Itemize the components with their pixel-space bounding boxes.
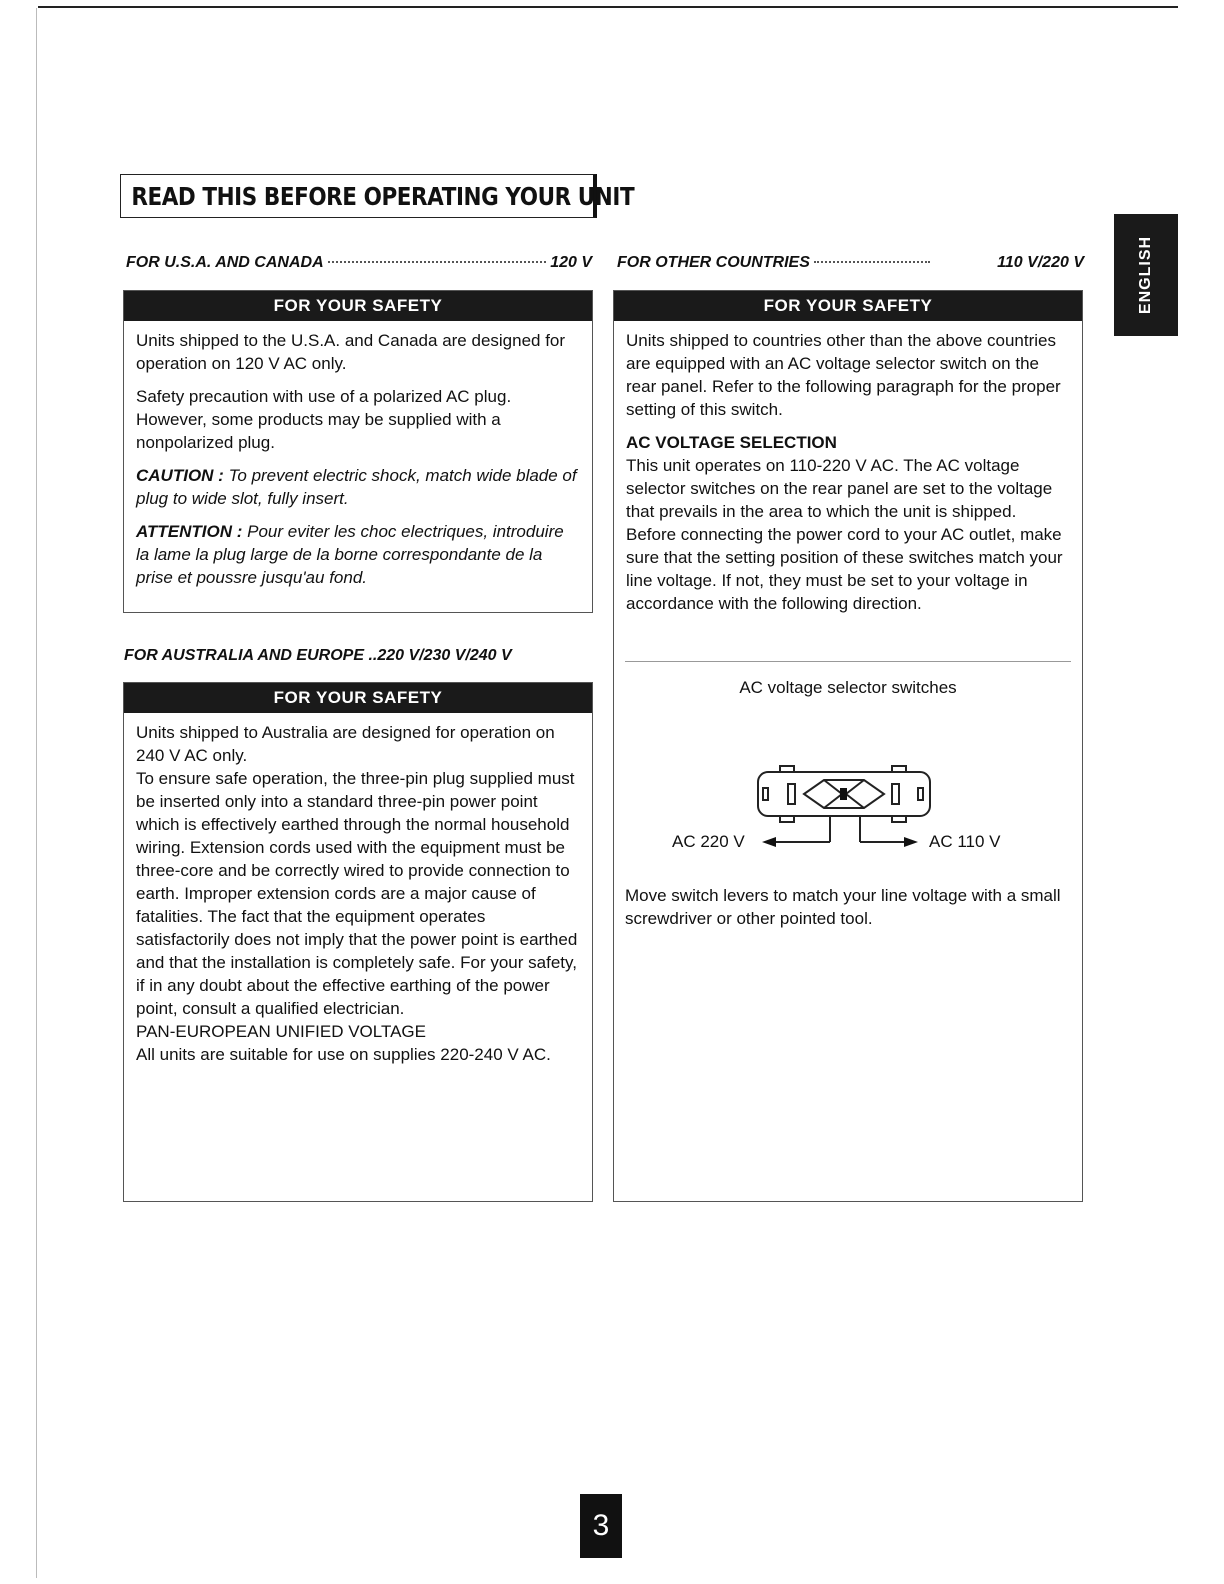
caution-text: To prevent electric shock, match wide blade of plug to wide slot, fully insert. (136, 466, 577, 508)
other-region-heading (617, 254, 1084, 272)
australia-region-heading (124, 647, 512, 665)
arrow-right-head (904, 837, 918, 847)
page-number: 3 (580, 1494, 622, 1558)
australia-region-label: FOR AUSTRALIA AND EUROPE ..220 V/230 V/240 V (124, 647, 512, 664)
usa-paragraph-1: Units shipped to the U.S.A. and Canada are designed for operation on 120 V AC only. (136, 331, 566, 373)
top-tab-right (892, 766, 906, 772)
language-tab-label: ENGLISH (1137, 235, 1154, 315)
australia-paragraph-4: All units are suitable for use on supplies 220-240 V AC. (136, 1045, 551, 1064)
usa-region-heading (126, 254, 592, 272)
figure-caption: AC voltage selector switches (739, 678, 957, 697)
australia-paragraph-2: To ensure safe operation, the three-pin plug supplied must be inserted only into a standard three-pin power point which is effectively earthed through the normal household wiring. Extension cords used with the equipment must be three-core and be correctly wired to provide connection to earth. Improper extension cords are a major cause of fatalities. The fact that the equipment operates satisfactorily does not imply that the power point is earthed and that the installation is completely safe. For your safety, if in any doubt about the effective earthing of the power point, consult a qualified electrician. (136, 769, 578, 1018)
usa-region-label: FOR U.S.A. AND CANADA (126, 254, 324, 271)
ac-voltage-selection-text: This unit operates on 110-220 V AC. The AC voltage selector switches on the rear panel are set to the voltage that prevails in the area to which the unit is shipped. Before connecting the power cord to your AC outlet, make sure that the setting position of these switches match your line voltage. If not, they must be set to your voltage in accordance with the following direction. (626, 456, 1063, 613)
attention-text: Pour eviter les choc electriques, introduire la lame la plug large de la borne correspondante de la prise et poussre jusqu'au fond. (136, 522, 564, 587)
contact-right-outer (918, 788, 923, 800)
other-region-label: FOR OTHER COUNTRIES (617, 254, 810, 271)
page-title: READ THIS BEFORE OPERATING YOUR UNIT (131, 181, 635, 211)
other-voltage: 110 V/220 V (997, 254, 1084, 271)
usa-panel-title: FOR YOUR SAFETY (124, 291, 592, 321)
arrow-left-head (762, 837, 776, 847)
bottom-tab-right (892, 816, 906, 822)
ac-220v-label: AC 220 V (672, 832, 745, 851)
usa-paragraph-2: Safety precaution with use of a polarized AC plug. However, some products may be supplied with a nonpolarized plug. (136, 387, 512, 452)
other-safety-panel (613, 290, 1083, 1202)
usa-voltage: 120 V (550, 254, 592, 271)
contact-right-inner (892, 784, 899, 804)
leader-dots (814, 261, 930, 263)
usa-caution (136, 464, 580, 510)
title-box (120, 174, 635, 218)
australia-panel-title: FOR YOUR SAFETY (124, 683, 592, 713)
other-panel-title: FOR YOUR SAFETY (614, 291, 1082, 321)
usa-attention (136, 520, 580, 589)
section-divider (625, 661, 1071, 662)
ac-voltage-selection-heading: AC VOLTAGE SELECTION (626, 433, 837, 452)
language-tab (1114, 214, 1178, 336)
ac-110v-label: AC 110 V (929, 832, 1001, 851)
usa-safety-panel (123, 290, 593, 613)
left-binding-edge (36, 8, 37, 1578)
attention-label: ATTENTION : (136, 522, 243, 541)
voltage-selector-diagram (750, 760, 940, 860)
contact-left-inner (788, 784, 795, 804)
bottom-tab-left (780, 816, 794, 822)
contact-left-outer (763, 788, 768, 800)
leader-dots (328, 261, 547, 263)
caution-label: CAUTION : (136, 466, 224, 485)
australia-safety-panel (123, 682, 593, 1202)
top-rule (38, 6, 1178, 8)
lever-chevron-left (824, 780, 842, 808)
top-tab-left (780, 766, 794, 772)
switch-instruction: Move switch levers to match your line voltage with a small screwdriver or other pointed tool. (625, 886, 1061, 928)
lever-chevron-right (846, 780, 864, 808)
other-paragraph-1: Units shipped to countries other than the above countries are equipped with an AC voltage selector switch on the rear panel. Refer to the following paragraph for the proper setting of this switch. (626, 331, 1061, 419)
selector-lever (840, 788, 847, 800)
australia-paragraph-3: PAN-EUROPEAN UNIFIED VOLTAGE (136, 1022, 426, 1041)
australia-paragraph-1: Units shipped to Australia are designed for operation on 240 V AC only. (136, 723, 555, 765)
